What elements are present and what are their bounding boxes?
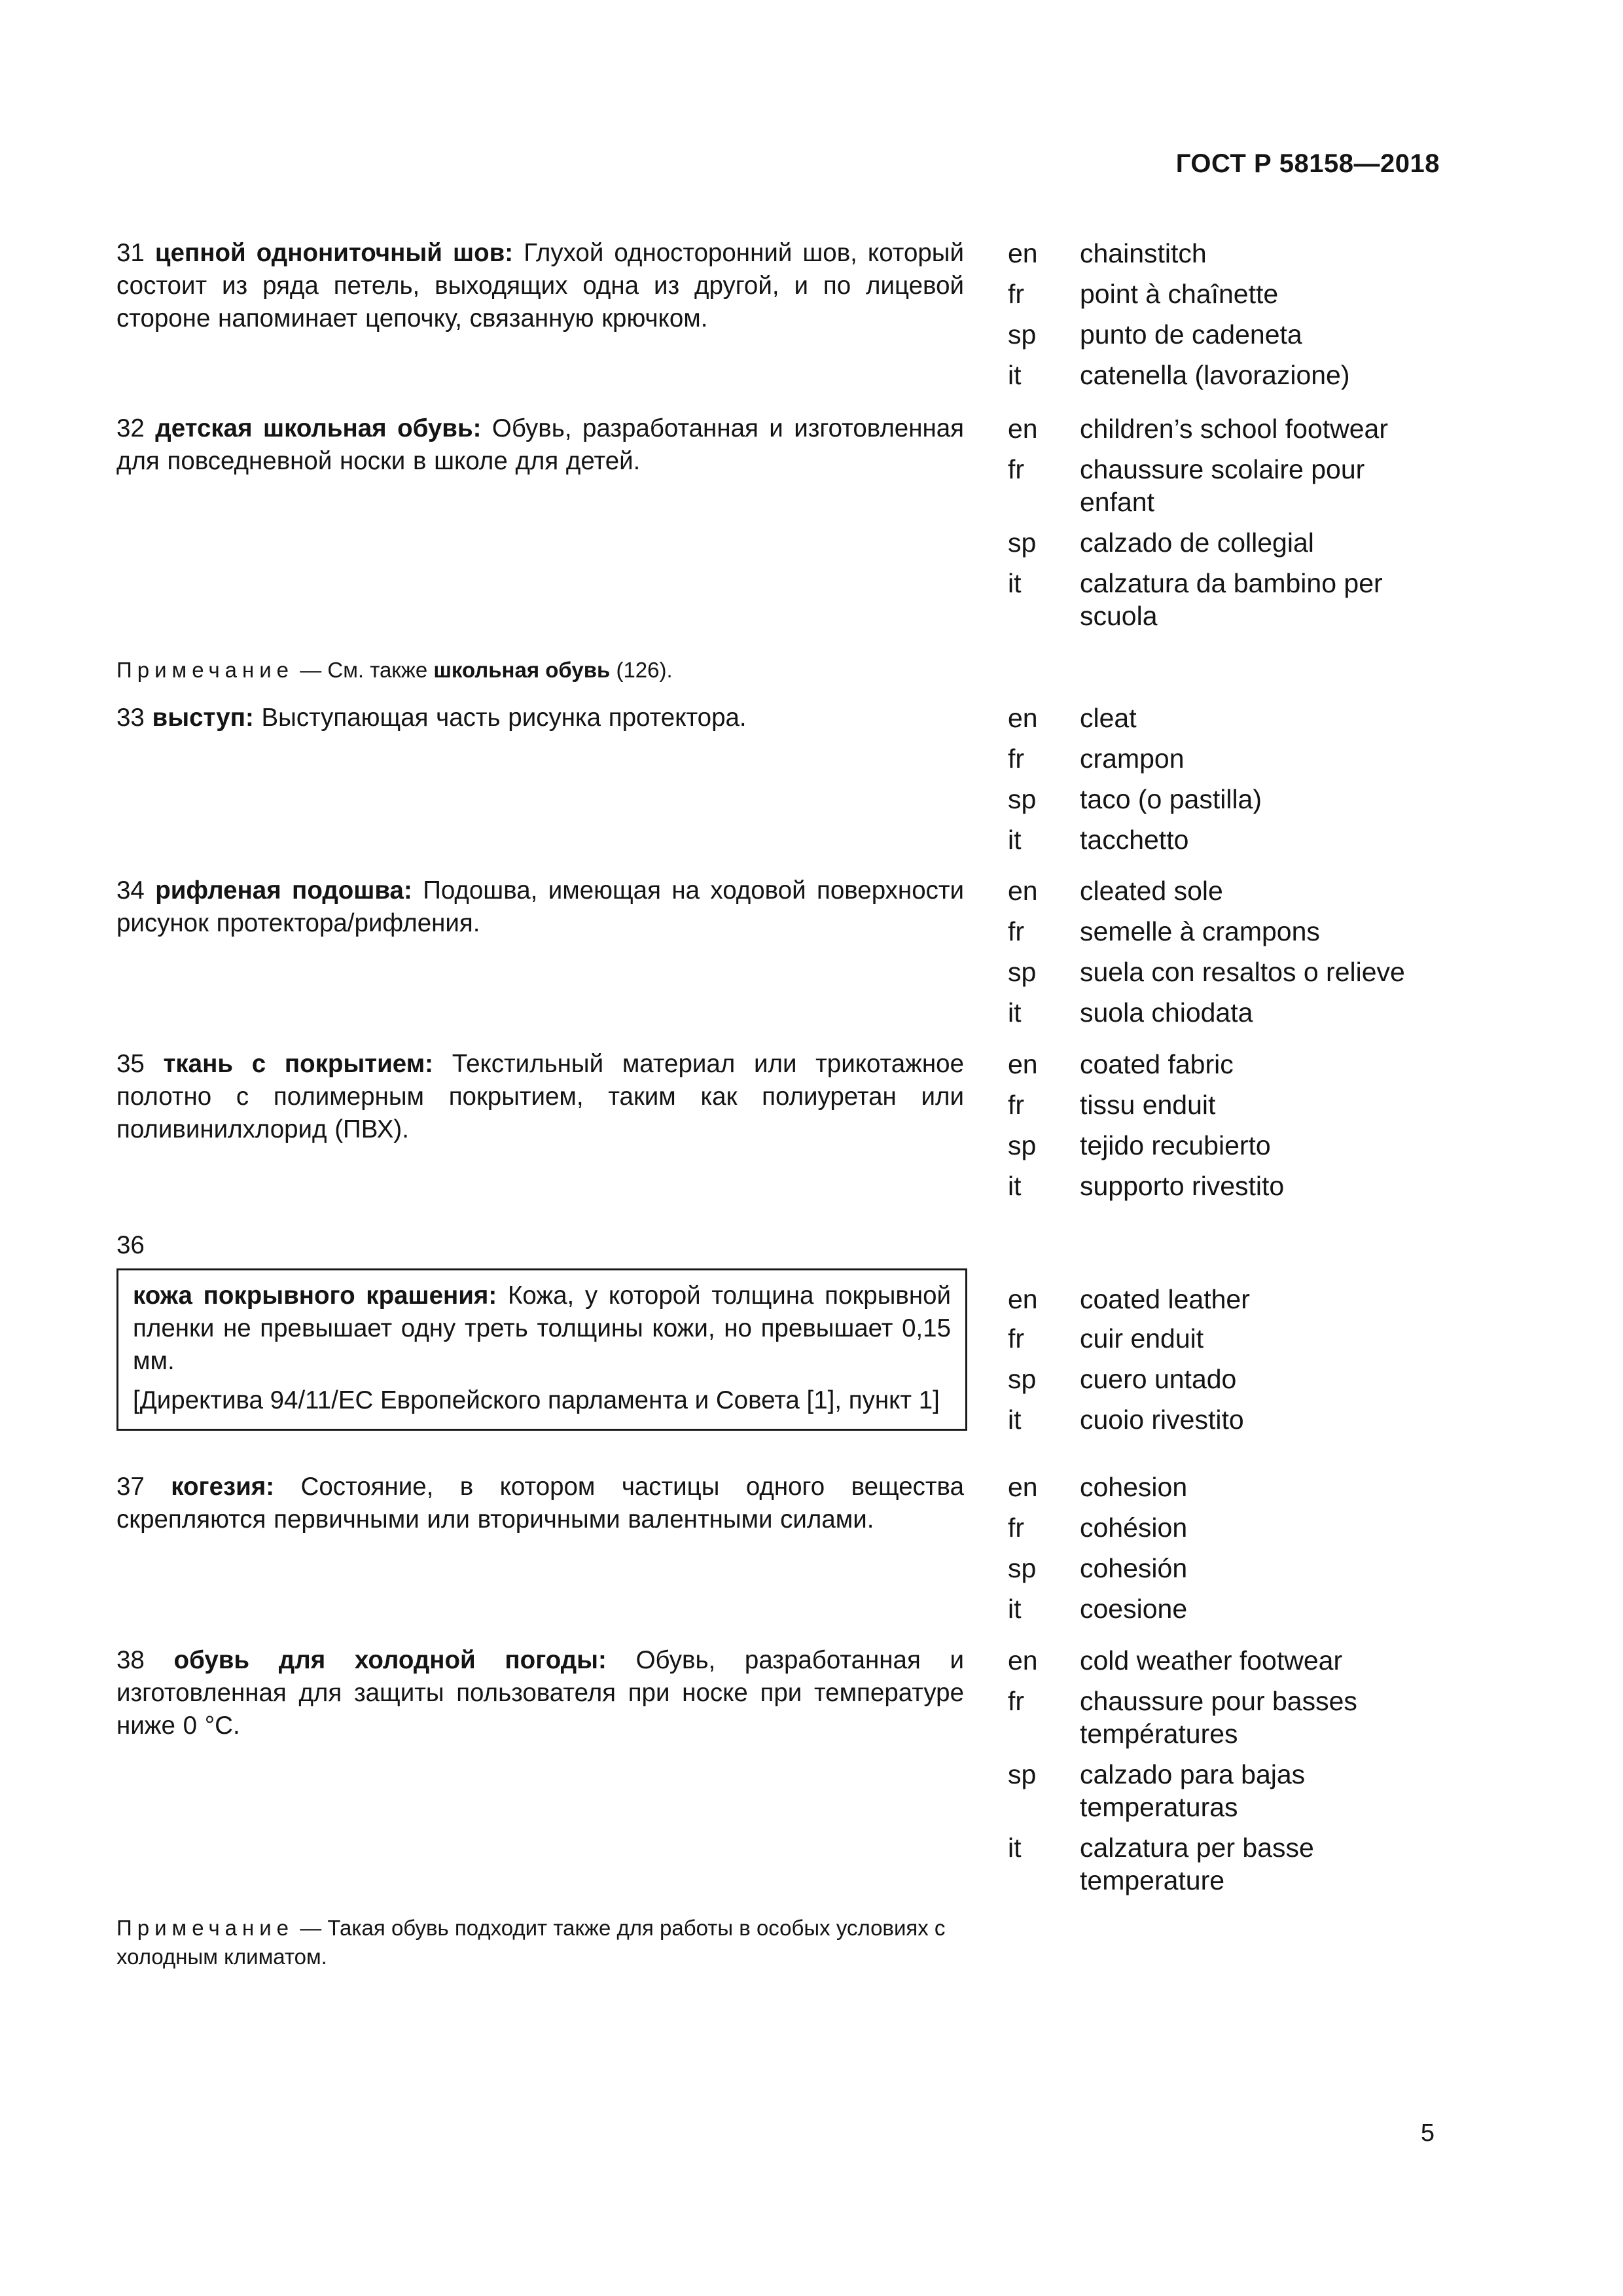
entry-term: цепной однониточный шов: (154, 239, 514, 267)
entry-definition-text: Кожа, у которой толщина покрывной пленки не превышает одну треть толщины кожи, но превышает 0,15 мм. (133, 1282, 952, 1375)
entry-definition (116, 412, 964, 478)
document-code: ГОСТ Р 58158—2018 (1175, 149, 1440, 178)
entry-definition-text: Состояние, в котором частицы одного вещества скрепляются первичными или вторичными валентными силами. (116, 1473, 964, 1534)
note-entry-32 (116, 656, 964, 685)
entry-term: ткань с покрытием: (163, 1050, 433, 1078)
note-label: Примечание (116, 658, 294, 682)
entry-definition-text: Подошва, имеющая на ходовой поверхности рисунок протектора/рифления. (116, 876, 964, 937)
entry-definition-text: Обувь, разработанная и изготовленная для защиты пользователя при носке при температуре ниже 0 °С. (116, 1646, 965, 1740)
entry-term: детская школьная обувь: (155, 414, 482, 442)
entry-number: 34 (116, 876, 145, 905)
note-ref: (126). (616, 658, 673, 682)
note-term: школьная обувь (433, 658, 611, 682)
entry-definition (116, 1471, 964, 1536)
entry-term: рифленая подошва: (155, 876, 412, 905)
entry-number: 31 (116, 239, 145, 267)
page-number: 5 (1420, 2119, 1435, 2147)
boxed-definition (116, 1268, 967, 1431)
entry-term: обувь для холодной погоды: (173, 1646, 607, 1674)
note-entry-38 (116, 1914, 964, 1971)
entry-definition (116, 237, 964, 335)
entry-number: 32 (116, 414, 145, 442)
entry-number: 36 (116, 1231, 145, 1259)
entry-definition (116, 1048, 964, 1146)
note-label: Примечание (116, 1916, 294, 1940)
entry-number: 38 (116, 1646, 145, 1674)
entry-definition-text: Глухой односторонний шов, который состоит из ряда петель, выходящих одна из другой, и по лицевой стороне напоминает цепочку, связанную крючком. (116, 239, 964, 332)
entry-definition-text: Текстильный материал или трикотажное полотно с полимерным покрытием, таким как полиуретан или поливинилхлорид (ПВХ). (116, 1050, 965, 1143)
entry-definition-text: Обувь, разработанная и изготовленная для повседневной носки в школе для детей. (116, 414, 964, 475)
note-text: — Такая обувь подходит также для работы в особых условиях с холодным климатом. (116, 1916, 946, 1969)
entry-term: когезия: (171, 1473, 275, 1501)
entry-definition-text: Выступающая часть рисунка протектора. (261, 704, 747, 732)
note-text: — См. также (300, 658, 428, 682)
entry-number: 37 (116, 1473, 145, 1501)
entry-term: выступ: (152, 704, 254, 732)
entry-number: 35 (116, 1050, 145, 1078)
entry-definition (116, 874, 964, 940)
entry-reference: [Директива 94/11/ЕС Европейского парламента и Совета [1], пункт 1] (133, 1386, 940, 1414)
entry-definition (116, 702, 964, 734)
entry-definition (116, 1644, 964, 1742)
entry-number: 33 (116, 704, 145, 732)
entry-term: кожа покрывного крашения: (133, 1282, 497, 1310)
